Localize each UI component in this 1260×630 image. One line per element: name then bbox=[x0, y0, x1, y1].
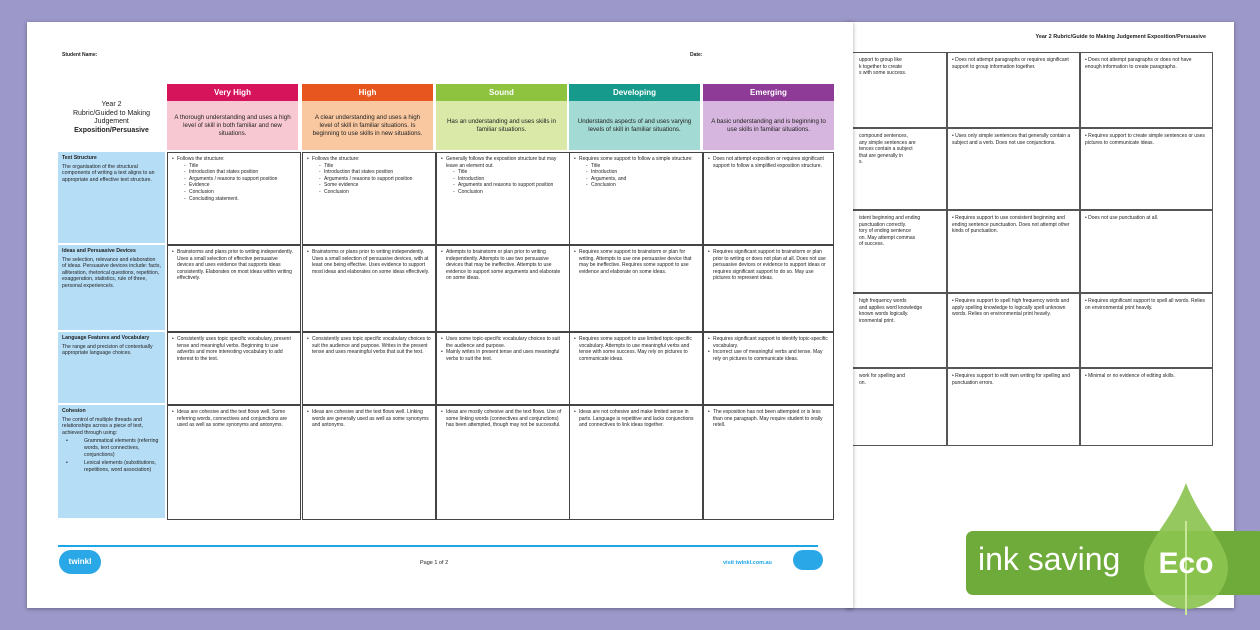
cell-sub-bullet: - Evidence bbox=[172, 182, 296, 189]
rubric-cell bbox=[703, 245, 834, 332]
criterion-heading: Ideas and Persuasive Devices bbox=[62, 248, 136, 254]
cell-bullet: • Consistently uses topic specific vocabulary, present tense and meaningful verbs. Beginning to use adverbs and more interesting vocabulary to add interest to the text. bbox=[172, 336, 296, 362]
criterion-heading: Cohesion bbox=[62, 408, 86, 414]
criterion-label bbox=[58, 332, 165, 403]
title-subtitle: Rubric/Guided to Making Judgement bbox=[72, 109, 151, 125]
cell-sub-bullet: - Introduction bbox=[441, 176, 565, 183]
criterion-label bbox=[58, 152, 165, 243]
cell-sub-bullet: - Conclusion bbox=[307, 189, 431, 196]
cell-bullet: • Mainly writes in present tense and uses meaningful verbs to suit the text. bbox=[441, 349, 565, 362]
page-2-cell: compound sentences, any simple sentences are tences contain a subject that are generally in s. bbox=[846, 128, 947, 210]
cell-bullet: • Ideas are mostly cohesive and the text flows. Use of some linking words (connectives and conjunctions) has been attempted, though may not be successful. bbox=[441, 409, 565, 429]
rubric-cell bbox=[703, 405, 834, 520]
level-description: A basic understanding and is beginning to use skills in familiar situations. bbox=[703, 101, 834, 150]
page-number: Page 1 of 2 bbox=[420, 560, 449, 566]
level-description: A thorough understanding and uses a high level of skill in both familiar and new situations. bbox=[167, 101, 298, 150]
criterion-label bbox=[58, 245, 165, 330]
cell-bullet: • The exposition has not been attempted or is less than one paragraph. May require student to orally retell. bbox=[708, 409, 829, 429]
cell-sub-bullet: - Arguments / reasons to support position bbox=[172, 176, 296, 183]
level-header-2 bbox=[436, 84, 567, 150]
cell-bullet: • Requires some support to brainstorm or plan for writing. Attempts to use one persuasive device that may be ineffective. Requires some support to use evidence and elaborate on some ideas. bbox=[574, 249, 698, 275]
cell-bullet: • Incorrect use of meaningful verbs and tense. May rely on pictures to communicate ideas. bbox=[708, 349, 829, 362]
page-2-cell: high frequency words and applies word knowledge known words logically. ironmental print. bbox=[846, 293, 947, 368]
rubric-cell bbox=[569, 245, 703, 332]
level-description: Has an understanding and uses skills in familiar situations. bbox=[436, 101, 567, 150]
page-2-cell: • Requires support to spell high frequency words and apply spelling knowledge to logically spell unknown words. Relies on environmental print heavily. bbox=[947, 293, 1080, 368]
criterion-label bbox=[58, 405, 165, 518]
cell-bullet: • Brainstorms and plans prior to writing independently. Uses a small selection of effective persuasive devices and uses evidence that supports ideas consistently. Elaborates on most ideas within writing effectively. bbox=[172, 249, 296, 282]
cell-sub-bullet: - Arguments / reasons to support position bbox=[307, 176, 431, 183]
level-label: Sound bbox=[436, 84, 567, 101]
level-label: High bbox=[302, 84, 433, 101]
page-2-cell: work for spelling and on. bbox=[846, 368, 947, 446]
rubric-cell bbox=[167, 152, 301, 245]
page-2-cell: • Does not attempt paragraphs or requires significant support to group information together. bbox=[947, 52, 1080, 128]
rubric-cell bbox=[167, 245, 301, 332]
cell-sub-bullet: - Introduction that states position bbox=[307, 169, 431, 176]
cell-sub-bullet: - Conclusion bbox=[172, 189, 296, 196]
rubric-cell bbox=[436, 405, 570, 520]
criterion-description: The range and precision of contextually appropriate language choices. bbox=[62, 343, 153, 357]
rubric-cell bbox=[436, 332, 570, 405]
cell-sub-bullet: - Introduction bbox=[574, 169, 698, 176]
title-genre: Exposition/Persuasive bbox=[74, 126, 149, 134]
date-label: Date: bbox=[690, 52, 703, 58]
cell-sub-bullet: - Title bbox=[172, 163, 296, 170]
leaf-icon bbox=[1140, 481, 1232, 617]
ink-saving-label: ink saving bbox=[978, 541, 1121, 577]
criterion-bullet: • Grammatical elements (referring words, text connectives, conjunctions) bbox=[62, 438, 161, 458]
criterion-heading: Language Features and Vocabulary bbox=[62, 335, 150, 341]
level-header-4 bbox=[703, 84, 834, 150]
rubric-cell bbox=[436, 152, 570, 245]
level-label: Emerging bbox=[703, 84, 834, 101]
twinkl-badge-icon bbox=[793, 550, 823, 570]
cell-bullet: • Ideas are cohesive and the text flows well. Some referring words, connectives and conjunctions are used as well as some synonyms and antonyms. bbox=[172, 409, 296, 429]
page-2-cell: • Requires significant support to spell all words. Relies on environmental print heavily. bbox=[1080, 293, 1213, 368]
footer-url: visit twinkl.com.au bbox=[723, 560, 772, 566]
twinkl-logo: twinkl bbox=[59, 550, 101, 574]
level-header-1 bbox=[302, 84, 433, 150]
rubric-title bbox=[58, 85, 165, 151]
cell-bullet: • Uses some topic-specific vocabulary choices to suit the audience and purpose. bbox=[441, 336, 565, 349]
page-2-cell: • Uses only simple sentences that generally contain a subject and a verb. Does not use conjunctions. bbox=[947, 128, 1080, 210]
rubric-cell bbox=[302, 152, 436, 245]
page-2-cell: • Requires support to use consistent beginning and ending sentence punctuation. Does not attempt other kinds of punctuation. bbox=[947, 210, 1080, 293]
rubric-cell bbox=[302, 245, 436, 332]
cell-bullet: • Ideas are not cohesive and make limited sense in parts. Language is repetitive and lacks conjunctions and connectives to link ideas together. bbox=[574, 409, 698, 429]
page-2-cell: upport to group like k together to create s with some success. bbox=[846, 52, 947, 128]
cell-bullet: • Does not attempt exposition or requires significant support to follow a simplified exposition structure. bbox=[708, 156, 829, 169]
criterion-description: The selection, relevance and elaboration of ideas. Persuasive devices include: facts, alliteration, rhetorical questions, repetition, exaggeration, statistics, rule of three, personal experience/s. bbox=[62, 256, 161, 289]
cell-bullet: • Requires significant support to brainstorm or plan prior to writing or does not plan at all. Does not use persuasive devices or evidence to support ideas or requires significant support to do so. May use pictures to represent ideas. bbox=[708, 249, 829, 282]
rubric-cell bbox=[436, 245, 570, 332]
page-2-cell: • Does not attempt paragraphs or does not have enough information to create paragraphs. bbox=[1080, 52, 1213, 128]
footer-divider bbox=[58, 545, 818, 547]
page-1-preview bbox=[27, 22, 853, 608]
cell-bullet: • Generally follows the exposition structure but may leave an element out. bbox=[441, 156, 565, 169]
cell-bullet: • Consistently uses topic specific vocabulary choices to suit the audience and purpose. Writes in the present tense and uses meaningful verbs that suit the text. bbox=[307, 336, 431, 356]
cell-bullet: • Requires significant support to identify topic-specific vocabulary. bbox=[708, 336, 829, 349]
cell-bullet: • Requires some support to use limited topic-specific vocabulary. Attempts to use meaningful verbs and tense with some success. May rely on pictures to communicate ideas. bbox=[574, 336, 698, 362]
rubric-cell bbox=[302, 405, 436, 520]
level-header-0 bbox=[167, 84, 298, 150]
page-2-cell: • Minimal or no evidence of editing skills. bbox=[1080, 368, 1213, 446]
rubric-cell bbox=[569, 152, 703, 245]
cell-sub-bullet: - Arguments, and bbox=[574, 176, 698, 183]
criterion-bullet: • Lexical elements (substitutions, repetitions, word association) bbox=[62, 460, 161, 473]
page-2-cell: • Does not use punctuation at all. bbox=[1080, 210, 1213, 293]
rubric-cell bbox=[167, 332, 301, 405]
rubric-cell bbox=[569, 332, 703, 405]
page-2-title: Year 2 Rubric/Guide to Making Judgement Exposition/Persuasive bbox=[1035, 34, 1206, 40]
rubric-cell bbox=[302, 332, 436, 405]
eco-label: Eco bbox=[1158, 547, 1214, 580]
cell-sub-bullet: - Arguments and reasons to support position bbox=[441, 182, 565, 189]
criterion-description: The organisation of the structural components of writing a text aligns to an appropriate and effective text structure. bbox=[62, 163, 155, 183]
cell-bullet: • Follows the structure: bbox=[172, 156, 296, 163]
rubric-cell bbox=[703, 332, 834, 405]
cell-sub-bullet: - Conclusion bbox=[574, 182, 698, 189]
level-label: Developing bbox=[569, 84, 700, 101]
cell-sub-bullet: - Title bbox=[441, 169, 565, 176]
cell-bullet: • Requires some support to follow a simple structure: bbox=[574, 156, 698, 163]
page-2-cell: • Requires support to edit own writing for spelling and punctuation errors. bbox=[947, 368, 1080, 446]
cell-sub-bullet: - Conclusion bbox=[441, 189, 565, 196]
cell-bullet: • Attempts to brainstorm or plan prior to writing independently. Attempts to use two persuasive devices that may be ineffective. Attempts to use evidence to support some arguments and elaborate on some ideas. bbox=[441, 249, 565, 282]
cell-bullet: • Follows the structure: bbox=[307, 156, 431, 163]
rubric-cell bbox=[569, 405, 703, 520]
cell-bullet: • Ideas are cohesive and the text flows well. Linking words are generally used as well as some synonyms and antonyms. bbox=[307, 409, 431, 429]
rubric-cell bbox=[703, 152, 834, 245]
level-description: A clear understanding and uses a high level of skill in familiar situations. Is beginning to use skills in new situations. bbox=[302, 101, 433, 150]
cell-bullet: • Brainstorms or plans prior to writing independently. Uses a small selection of persuasive devices, with at least one being effective. Uses evidence to support most ideas and elaborates on some ideas effectively. bbox=[307, 249, 431, 275]
level-header-3 bbox=[569, 84, 700, 150]
cell-sub-bullet: - Introduction that states position bbox=[172, 169, 296, 176]
page-2-cell: • Requires support to create simple sentences or uses pictures to communicate ideas. bbox=[1080, 128, 1213, 210]
page-2-cell: istent beginning and ending punctuation correctly. tory of ending sentence on. May attempt commas of success. bbox=[846, 210, 947, 293]
cell-sub-bullet: - Concluding statement. bbox=[172, 196, 296, 203]
criterion-heading: Text Structure bbox=[62, 155, 97, 161]
student-name-label: Student Name: bbox=[62, 52, 98, 58]
cell-sub-bullet: - Title bbox=[307, 163, 431, 170]
rubric-cell bbox=[167, 405, 301, 520]
title-year: Year 2 bbox=[101, 101, 122, 108]
criterion-bullets bbox=[62, 438, 161, 473]
cell-sub-bullet: - Title bbox=[574, 163, 698, 170]
level-label: Very High bbox=[167, 84, 298, 101]
level-description: Understands aspects of and uses varying levels of skill in familiar situations. bbox=[569, 101, 700, 150]
criterion-description: The control of multiple threads and relationships across a piece of text, achieved through using: bbox=[62, 416, 144, 436]
cell-sub-bullet: - Some evidence bbox=[307, 182, 431, 189]
